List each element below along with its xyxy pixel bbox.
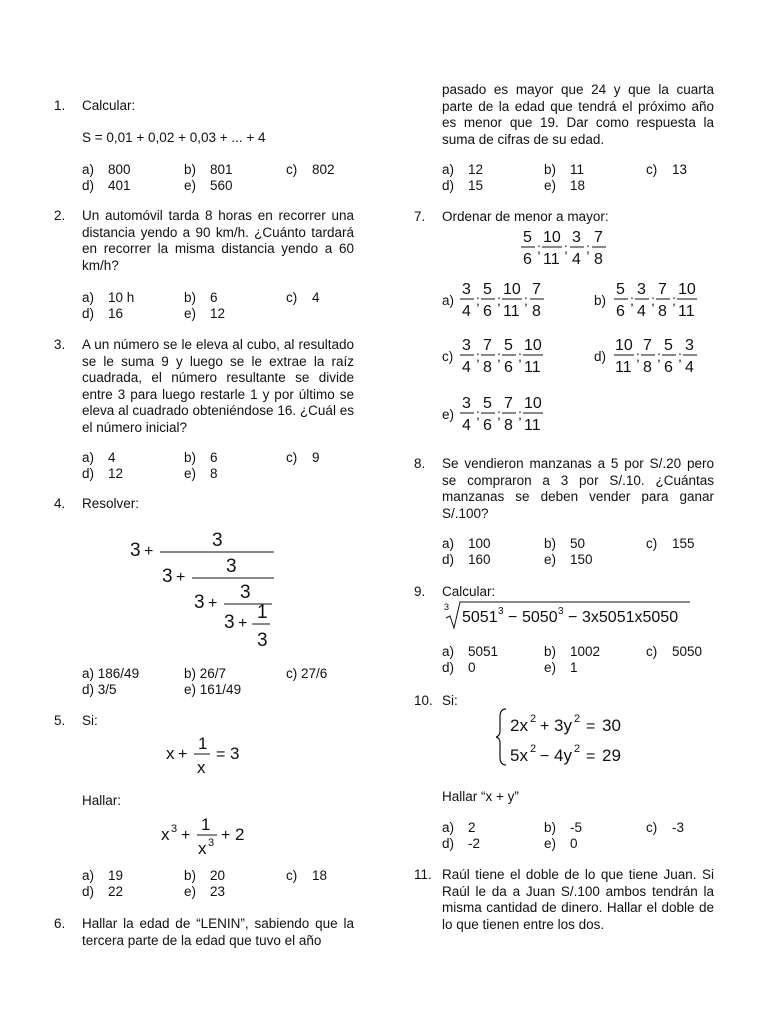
svg-text:3: 3 [194,592,205,613]
question-number: 10. [414,693,433,708]
svg-text:+: + [176,569,186,586]
svg-text:=: = [216,746,226,763]
question-number: 11. [414,867,432,882]
option-b: 6 [210,290,218,305]
svg-text:x: x [166,744,175,763]
option-b-label: b) [594,293,607,308]
svg-text:−: − [540,748,550,765]
option-c: 802 [312,162,335,177]
svg-text:5: 5 [483,281,492,298]
svg-text:3: 3 [462,395,471,412]
option-d: 12 [108,465,124,481]
svg-text:8: 8 [658,303,667,320]
svg-text:1: 1 [201,815,211,834]
option-b: 1002 [570,644,601,659]
option-e: 23 [210,883,226,899]
question-text: Raúl tiene el doble de lo que tiene Juan. Si Raúl le da a Juan S/.100 ambos tendrán la misma cantidad de dinero. Hallar el doble de lo que tienen entre los dos. [442,867,714,932]
question-number: 9. [414,584,426,599]
option-c: 18 [312,868,328,883]
svg-text:3: 3 [226,556,237,577]
question-text: Hallar la edad de “LENIN”, sabiendo que la tercera parte de la edad que tuvo el año [82,916,354,948]
svg-text:6: 6 [523,251,532,268]
svg-text:8: 8 [532,303,541,320]
svg-text:11: 11 [543,251,560,268]
question-text: Ordenar de menor a mayor: [442,209,609,224]
svg-text:4: 4 [572,251,581,268]
options: a) 100 b) 50 c) 155 d) 160 e) 150 [442,536,695,567]
option-d [612,333,704,379]
option-d-label: d) [594,349,607,364]
svg-text:+: + [144,543,154,560]
option-d: -2 [468,835,481,851]
svg-text:;: ; [518,348,522,364]
svg-text:=: = [586,748,596,765]
svg-text:3: 3 [462,337,471,354]
continued-fraction [124,524,284,654]
svg-text:3: 3 [224,612,235,633]
option-e [458,391,548,437]
svg-text:3x5051x5050: 3x5051x5050 [582,609,679,626]
svg-text:11: 11 [615,359,632,376]
question-text: Resolver: [82,496,140,511]
svg-text:8: 8 [594,251,603,268]
svg-text:+: + [208,595,218,612]
svg-text:11: 11 [503,303,520,320]
svg-text:3: 3 [208,837,215,849]
options: a) 2 b) -5 c) -3 d) -2 e) 0 [442,820,685,851]
option-c: 5050 [672,644,703,659]
option-a: 4 [108,450,116,465]
svg-text:6: 6 [483,417,492,434]
option-b: 801 [210,162,233,177]
svg-text:10: 10 [543,229,561,246]
option-c: -3 [672,820,685,835]
svg-text:+: + [540,718,550,735]
question-number: 2. [54,208,66,223]
svg-text:8: 8 [504,417,513,434]
hallar-label: Hallar “x + y” [442,789,519,804]
option-d: 16 [108,305,124,321]
question-number: 4. [54,496,66,511]
svg-text:8: 8 [483,359,492,376]
svg-text:;: ; [678,348,682,364]
option-c-label: c) [442,349,454,364]
option-a: 2 [468,820,476,835]
question-number: 1. [54,98,66,113]
option-b: 6 [210,450,218,465]
svg-text:3: 3 [162,566,173,587]
svg-text:3y: 3y [554,716,572,735]
svg-text:1: 1 [198,734,208,753]
svg-text:3: 3 [498,606,504,617]
question-text: Si: [82,713,98,728]
svg-text:x: x [161,825,170,844]
options: a) 10 h b) 6 c) 4 d) 16 e) 12 [82,290,320,321]
svg-text:10: 10 [678,281,696,298]
svg-text:;: ; [564,240,568,256]
svg-text:2: 2 [530,713,537,725]
svg-text:11: 11 [678,303,695,320]
svg-text:;: ; [476,406,480,422]
svg-text:2x: 2x [510,716,528,735]
options: a) 19 b) 20 c) 18 d) 22 e) 23 [82,868,328,899]
svg-text:7: 7 [658,281,667,298]
svg-text:2: 2 [574,713,581,725]
option-c: 9 [312,450,320,465]
option-c: 4 [312,290,320,305]
option-e: 18 [570,177,586,193]
svg-text:7: 7 [594,229,603,246]
svg-text:+: + [238,615,248,632]
expression-x3 [159,813,259,865]
svg-text:8: 8 [643,359,652,376]
options: a) 5051 b) 1002 c) 5050 d) 0 e) 1 [442,644,703,675]
question-text: Se vendieron manzanas a 5 por S/.20 pero se compraron a 3 por S/.10. ¿Cuántas manzanas se deben vender para ganar S/.100? [442,456,714,521]
svg-text:;: ; [630,292,634,308]
option-b: -5 [570,820,583,835]
svg-text:;: ; [476,348,480,364]
option-a: 10 h [108,290,135,305]
option-d: 160 [468,551,491,567]
option-d: 0 [468,659,476,675]
question-number: 3. [54,337,66,352]
svg-text:5: 5 [664,337,673,354]
svg-text:;: ; [497,292,501,308]
hallar-label: Hallar: [82,793,122,808]
option-e: 150 [570,551,593,567]
svg-text:;: ; [497,348,501,364]
svg-text:30: 30 [602,716,621,735]
option-d: 22 [108,883,124,899]
question-text: Calcular: [442,584,496,599]
option-c: 13 [672,162,688,177]
svg-text:6: 6 [504,359,513,376]
svg-text:7: 7 [504,395,513,412]
svg-text:+: + [221,827,231,844]
option-e: 1 [570,659,578,675]
option-e-label: e) [442,407,455,422]
options: a) 12 b) 11 c) 13 d) 15 e) 18 [442,162,688,193]
svg-text:;: ; [672,292,676,308]
option-e: 0 [570,835,578,851]
svg-text:7: 7 [532,281,541,298]
svg-text:2: 2 [235,825,245,844]
svg-text:;: ; [586,240,590,256]
question-text: Calcular: [82,98,136,113]
svg-text:5x: 5x [510,746,528,765]
option-b: 50 [570,536,586,551]
option-c [458,333,548,379]
svg-text:3: 3 [462,281,471,298]
svg-text:7: 7 [483,337,492,354]
svg-text:;: ; [651,292,655,308]
svg-text:3: 3 [685,337,694,354]
option-b: 11 [570,162,585,177]
svg-text:10: 10 [615,337,633,354]
option-c: 27/6 [301,666,328,681]
svg-text:7: 7 [643,337,652,354]
sum-expression: S = 0,01 + 0,02 + 0,03 + ... + 4 [82,130,266,145]
question-number: 7. [414,209,426,224]
svg-text:;: ; [537,240,541,256]
question-text: Si: [442,693,458,708]
svg-text:3: 3 [257,630,268,651]
svg-text:3: 3 [240,582,251,603]
option-a: 800 [108,162,131,177]
fractions-set [519,225,609,271]
cube-root-expression [442,598,692,632]
option-d: 3/5 [97,681,117,697]
svg-text:5050: 5050 [522,609,558,626]
svg-text:29: 29 [602,746,621,765]
svg-text:6: 6 [664,359,673,376]
svg-text:;: ; [636,348,640,364]
svg-text:;: ; [524,292,528,308]
svg-text:3: 3 [230,744,240,763]
option-d: 401 [108,177,131,193]
svg-text:11: 11 [524,359,541,376]
svg-text:5: 5 [504,337,513,354]
equation-x-plus-1-over-x [164,731,254,781]
svg-text:x: x [197,758,206,777]
option-a [458,277,548,323]
options: a) 186/49 b) 26/7 c) 27/6 d) 3/5 e) 161/49 [82,666,328,697]
svg-text:3: 3 [444,602,450,612]
options: a) 4 b) 6 c) 9 d) 12 e) 8 [82,450,320,481]
svg-text:=: = [586,718,596,735]
question-text: A un número se le eleva al cubo, al resultado se le suma 9 y luego se le extrae la raíz cuadrada, el número resultante se divide entre 3 para luego restarle 1 y por último se eleva al cuadrado obteniéndose 16. ¿Cuál es el número inicial? [82,337,354,435]
svg-text:;: ; [657,348,661,364]
svg-text:10: 10 [503,281,521,298]
svg-text:2: 2 [574,743,581,755]
question-text: pasado es mayor que 24 y que la cuarta parte de la edad que tendrá el próximo año es menor que 19. Dar como respuesta la suma de cifras de su edad. [442,82,714,147]
svg-text:+: + [178,746,188,763]
svg-text:−: − [508,609,518,626]
svg-text:4: 4 [462,359,471,376]
question-number: 8. [414,456,426,471]
svg-text:5: 5 [616,281,625,298]
svg-text:5: 5 [523,229,532,246]
svg-text:10: 10 [524,337,542,354]
svg-text:4: 4 [462,303,471,320]
options: a) 800 b) 801 c) 802 d) 401 e) 560 [82,162,335,193]
svg-text:4: 4 [462,417,471,434]
svg-text:+: + [181,827,191,844]
option-c: 155 [672,536,695,551]
svg-text:1: 1 [257,602,268,623]
svg-text:5: 5 [483,395,492,412]
svg-text:6: 6 [483,303,492,320]
svg-text:;: ; [518,406,522,422]
svg-text:4y: 4y [554,746,572,765]
svg-text:3: 3 [130,540,141,561]
svg-text:3: 3 [171,823,178,835]
svg-text:4: 4 [637,303,646,320]
svg-text:x: x [198,839,207,858]
option-a: 100 [468,536,491,551]
option-a: 186/49 [97,666,140,681]
svg-text:5051: 5051 [462,609,498,626]
svg-text:10: 10 [524,395,542,412]
option-e: 12 [210,305,226,321]
svg-text:;: ; [476,292,480,308]
option-a: 19 [108,868,124,883]
option-d: 15 [468,177,484,193]
option-b: 26/7 [199,666,227,681]
svg-text:3: 3 [558,606,564,617]
svg-text:;: ; [497,406,501,422]
option-a-label: a) [442,293,455,308]
svg-text:6: 6 [616,303,625,320]
option-e: 8 [210,465,218,481]
svg-text:−: − [568,609,578,626]
option-a: 5051 [468,644,499,659]
question-number: 6. [54,916,66,931]
svg-text:3: 3 [212,530,223,551]
svg-text:11: 11 [524,417,541,434]
option-a: 12 [468,162,484,177]
svg-text:3: 3 [637,281,646,298]
option-b [612,277,704,323]
option-e: 161/49 [199,681,242,697]
question-text: Un automóvil tarda 8 horas en recorrer una distancia yendo a 90 km/h. ¿Cuánto tardará en recorrer la misma distancia yendo a 60 km/h? [82,208,354,273]
svg-text:3: 3 [572,229,581,246]
equation-system [496,705,656,769]
svg-text:2: 2 [530,743,537,755]
question-number: 5. [54,713,66,728]
svg-text:4: 4 [685,359,694,376]
option-b: 20 [210,868,226,883]
option-e: 560 [210,177,233,193]
